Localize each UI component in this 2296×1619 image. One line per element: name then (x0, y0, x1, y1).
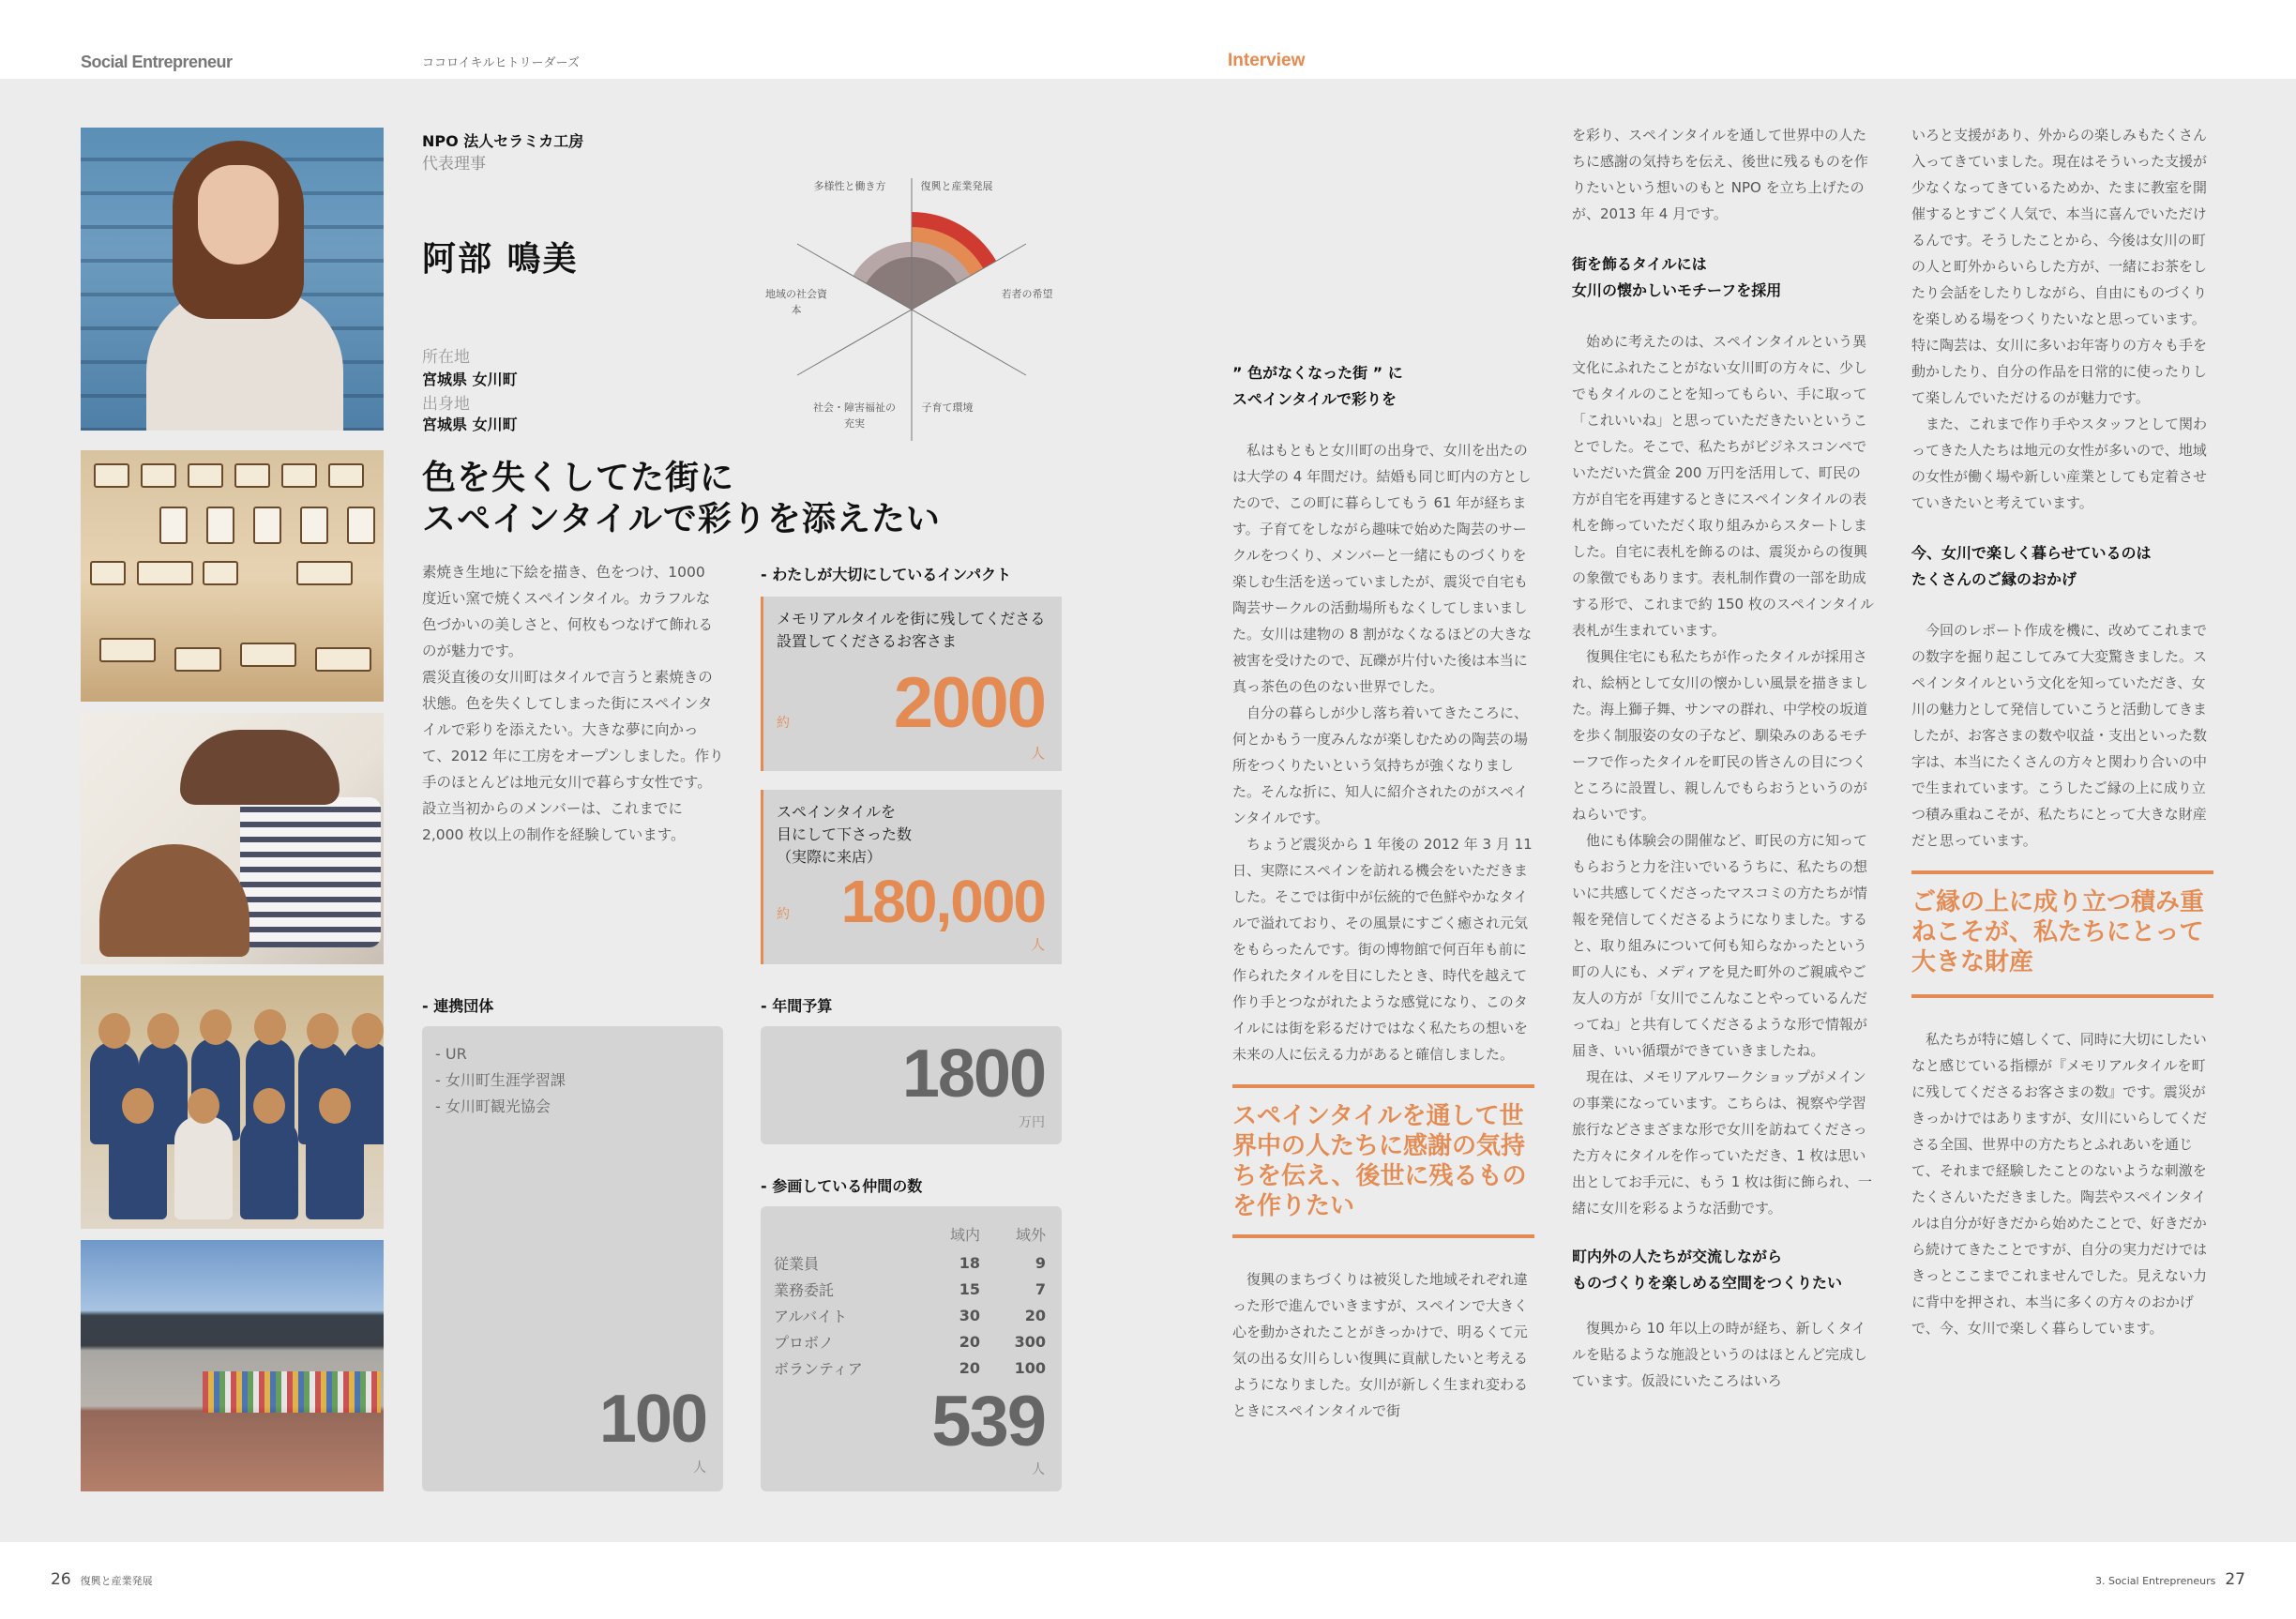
cell-inside: 18 (959, 1253, 980, 1272)
impact-section-title: - わたしが大切にしているインパクト (761, 566, 1012, 583)
page-header (0, 0, 2296, 79)
cell-inside: 30 (959, 1306, 980, 1324)
members-total: 539 (931, 1382, 1045, 1461)
cell-outside: 300 (1014, 1332, 1046, 1351)
cell-inside: 15 (959, 1279, 980, 1298)
pull-quote: スペインタイルを通して世界中の人たちに感謝の気持ちを伝え、後世に残るものを作りたい (1232, 1084, 1534, 1238)
partners-section-title: - 連携団体 (422, 997, 494, 1015)
body-paragraph: ちょうど震災から 1 年後の 2012 年 3 月 11 日、実際にスペインを訪れる機会をいただきました。そこでは街中が伝統的で色鮮やかなタイルで溢れており、その風景にすごく癒され元気をもらったんです。街の博物館で何百年も前に作られたタイルを目にしたとき、時代を越えて作り手とつながれたような感覚になり、このタイルには街を彩るだけではなく私たちの想いを未来の人に伝える力があると確信しました。 (1232, 836, 1533, 1063)
impact-desc-line: スペインタイルを (777, 803, 897, 821)
body-paragraph: 私はもともと女川町の出身で、女川を出たのは大学の 4 年間だけ。結婚も同じ町内の方としたので、この町に暮らしてもう 61 年が経ちます。子育てをしながら趣味で始めた陶芸のサークルをつくり、メンバーと一緒にものづくりを楽しむ生活を送っていましたが、震災で自宅も陶芸サークルの活動場所もなくしてしまいました。女川は建物の 8 割がなくなるほどの大きな被害を受けたので、瓦礫が片付いた後は本当に真っ茶色の色のない世界でした。 (1232, 442, 1533, 695)
body-paragraph: いろと支援があり、外からの楽しみもたくさん入ってきていました。現在はそういった支援が少なくなってきているためか、たまに教室を開催するとすごく人気で、本当に喜んでいただけるんです。そうしたことから、今後は女川の町の人と町外からいらした方が、一緒にお茶をしたり会話をしたりしながら、自由にものづくりを楽しめる場をつくりたいなと思っています。特に陶芸は、女川に多いお年寄りの方々も手を動かしたり、自分の作品を日常的に使ったりして楽しんでいただけるのが魅力です。 (1911, 127, 2208, 406)
body-paragraph: 自分の暮らしが少し落ち着いてきたころに、何とかもう一度みんなが楽しむための陶芸の場所をつくりたいという気持ちが強くなりました。そんな折に、知人に紹介されたのがスペインタイルです。 (1232, 704, 1529, 826)
partners-card (422, 1026, 723, 1491)
body-paragraph: 復興のまちづくりは被災した地域それぞれ違った形で進んでいきますが、スペインで大きく心を動かされたことがきっかけで、明るくて元気の出る女川らしい復興に貢献したいと考えるようになりました。女川が新しく生まれ変わるときにスペインタイルで街 (1232, 1271, 1529, 1419)
partners-unit: 人 (693, 1460, 706, 1475)
subheading-line: 街を飾るタイルには (1572, 255, 1707, 273)
birthplace-label: 出身地 (422, 395, 470, 414)
budget-unit: 万円 (1019, 1115, 1045, 1130)
subheading-line: たくさんのご縁のおかげ (1911, 570, 2077, 588)
row-label: ボランティア (774, 1359, 863, 1378)
footer-section-left: 復興と産業発展 (80, 1575, 153, 1587)
chart-label-youth: 若者の希望 (1001, 288, 1053, 300)
members-table (774, 1218, 1046, 1381)
partners-list (435, 1041, 566, 1120)
impact-card-memorial-tiles (761, 597, 1062, 771)
subheading (1232, 360, 1534, 413)
location-label: 所在地 (422, 348, 470, 367)
body-paragraph: 復興から 10 年以上の時が経ち、新しくタイルを貼るような施設というのはほとんど完成しています。仮設にいたころはいろ (1572, 1320, 1868, 1389)
subheading (1572, 251, 1874, 304)
cell-outside: 7 (1035, 1279, 1046, 1298)
impact-desc-line: （実際に来店） (777, 848, 883, 866)
chart-label-social-capital: 地域の社会資本 (765, 288, 827, 316)
chart-label-welfare: 社会・障害福祉の充実 (813, 401, 896, 430)
main-headline (422, 458, 941, 540)
birthplace-value: 宮城県 女川町 (422, 416, 518, 433)
table-row (774, 1328, 1046, 1354)
members-table-header (774, 1218, 1046, 1249)
role-title: 代表理事 (422, 155, 486, 174)
impact-approx: 約 (777, 716, 790, 731)
cell-outside: 100 (1014, 1358, 1046, 1377)
intro-text (422, 559, 724, 848)
series-title: ココロイキルヒトリーダーズ (422, 56, 580, 70)
headline-line-2: スペインタイルで彩りを添えたい (422, 500, 941, 538)
header-cell: 域内 (949, 1225, 980, 1244)
row-label: 業務委託 (774, 1280, 835, 1299)
body-paragraph: 復興住宅にも私たちが作ったタイルが採用され、絵柄として女川の懐かしい風景を描きました。海上獅子舞、サンマの群れ、中学校の坂道を歩く制服姿の女の子など、馴染みのあるモチーフで作ったタイルを町民の皆さんの目につくところに設置し、親しんでもらおうというのがねらいです。 (1572, 648, 1868, 823)
partner-item: - 女川町観光協会 (435, 1097, 551, 1115)
cell-outside: 20 (1024, 1306, 1046, 1324)
location-value: 宮城県 女川町 (422, 371, 518, 388)
members-card (761, 1206, 1062, 1491)
body-paragraph: を彩り、スペインタイルを通して世界中の人たちに感謝の気持ちを伝え、後世に残るものを作りたいという想いのもと NPO を立ち上げたのが、2013 年 4 月です。 (1572, 127, 1868, 222)
impact-unit: 人 (1030, 936, 1045, 953)
subheading-line: 今、女川で楽しく暮らせているのは (1911, 544, 2152, 562)
footer-section-right: 3. Social Entrepreneurs (2094, 1575, 2216, 1587)
partner-item: - 女川町生涯学習課 (435, 1071, 566, 1089)
subheading (1572, 1244, 1874, 1296)
table-row (774, 1249, 1046, 1276)
page-footer (0, 1542, 2296, 1619)
chart-label-recovery: 復興と産業発展 (920, 180, 993, 192)
subheading-line: スペインタイルで彩りを (1232, 390, 1397, 408)
interview-column-3 (1911, 122, 2213, 1341)
cell-inside: 20 (959, 1332, 980, 1351)
headline-line-1: 色を失くしてた街に (422, 459, 735, 497)
subheading-line: ” 色がなくなった街 ” に (1232, 364, 1403, 382)
chart-label-childcare: 子育て環境 (921, 401, 974, 414)
cell-inside: 20 (959, 1358, 980, 1377)
tile-wall-building-photo (81, 1240, 384, 1491)
section-label: Social Entrepreneur (81, 53, 233, 71)
interview-column-2 (1572, 122, 1874, 1394)
row-label: 従業員 (774, 1254, 820, 1273)
body-paragraph: 始めに考えたのは、スペインタイルという異文化にふれたことがない女川町の方々に、少しでもタイルのことを知ってもらい、手に取って「これいいね」と思っていただきたいということでした。そこで、私たちがビジネスコンペでいただいた賞金 200 万円を活用して、町民の方が自宅を再建するときにスペインタイルの表札を飾っていただく取り組みからスタートしました。自宅に表札を飾るのは、震災からの復興の象徴でもあります。表札制作費の一部を助成する形で、これまで約 150 枚のスペインタイル表札が生まれています。 (1572, 333, 1874, 639)
budget-section-title: - 年間予算 (761, 997, 833, 1015)
cell-outside: 9 (1035, 1253, 1046, 1272)
intro-paragraph: 素焼き生地に下絵を描き、色をつけ、1000 度近い窯で焼くスペインタイル。カラフルな色づかいの美しさと、何枚もつなげて飾れるのが魅力です。 (422, 564, 714, 659)
body-paragraph: 私たちが特に嬉しくて、同時に大切にしたいなと感じている指標が『メモリアルタイルを町に残してくださるお客さまの数』です。震災がきっかけではありますが、女川にいらしてくださる全国、世界中の方たちとふれあいを通じて、それまで経験したことのないような刺激をたくさんいただきました。陶芸やスペインタイルは自分が好きだから始めたことで、好きだから続けてきたことですが、自分の実力だけではきっとここまでこれませんでした。見えない力に背中を押され、本当に多くの方々のおかげで、今、女川で楽しく暮らしています。 (1911, 1031, 2208, 1337)
table-row (774, 1302, 1046, 1328)
tile-display-photo (81, 450, 384, 702)
impact-desc: メモリアルタイルを街に残してくださる設置してくださるお客さま (777, 610, 1046, 650)
person-name: 阿部 鳴美 (422, 240, 579, 279)
impact-radial-chart (765, 169, 1069, 450)
subheading-line: 町内外の人たちが交流しながら (1572, 1248, 1783, 1265)
header-cell: 域外 (1015, 1225, 1046, 1244)
partner-item: - UR (435, 1045, 467, 1063)
row-label: プロボノ (774, 1333, 835, 1352)
body-paragraph: 現在は、メモリアルワークショップがメインの事業になっています。こちらは、視察や学習旅行などさまざまな形で女川を訪ねてくださった方々にタイルを作っていただき、1 枚は思い出としてお手元に、もう 1 枚は街に飾られ、一緒に女川を彩るような活動です。 (1572, 1068, 1872, 1217)
budget-value: 1800 (901, 1036, 1045, 1112)
body-paragraph: 今回のレポート作成を機に、改めてこれまでの数字を掘り起こしてみて大変驚きました。スペインタイルという文化を知っていただき、女川の魅力として発信していこうと活動してきましたが、お客さまの数や収益・支出といった数字は、本当にたくさんの方々と関わり合いの中で生まれています。こうしたご縁の上に成り立つ積み重ねこそが、私たちにとって大きな財産だと思っています。 (1911, 622, 2208, 849)
workshop-photo (81, 713, 384, 964)
footer-right (2095, 1570, 2245, 1589)
chart-label-diversity: 多様性と働き方 (813, 180, 886, 192)
impact-value: 180,000 (840, 868, 1045, 935)
pull-quote: ご縁の上に成り立つ積み重ねこそが、私たちにとって大きな財産 (1911, 870, 2213, 998)
page-number-right: 27 (2225, 1570, 2245, 1589)
impact-unit: 人 (1030, 745, 1045, 762)
impact-value: 2000 (893, 663, 1045, 743)
intro-paragraph: 震災直後の女川町はタイルで言うと素焼きの状態。色を失くしてしまった街にスペインタイルで彩りを添えたい。大きな夢に向かって、2012 年に工房をオープンしました。作り手のほとんどは地元女川で暮らす女性です。設立当初からのメンバーは、これまでに 2,000 枚以上の制作を経験しています。 (422, 669, 724, 843)
impact-card-visitors (761, 790, 1062, 964)
staff-group-photo (81, 976, 384, 1229)
interview-label: Interview (1228, 51, 1306, 70)
interview-column-1 (1232, 360, 1534, 1424)
subheading-line: 女川の懐かしいモチーフを採用 (1572, 281, 1782, 299)
organization-name: NPO 法人セラミカ工房 (422, 132, 584, 150)
budget-card (761, 1026, 1062, 1144)
impact-desc (777, 801, 912, 869)
table-row (774, 1354, 1046, 1381)
portrait-photo (81, 128, 384, 431)
footer-left (51, 1570, 153, 1589)
subheading-line: ものづくりを楽しめる空間をつくりたい (1572, 1274, 1843, 1292)
impact-approx: 約 (777, 907, 790, 922)
partners-count: 100 (598, 1382, 706, 1457)
body-paragraph: 他にも体験会の開催など、町民の方に知ってもらおうと力を注いでいるうちに、私たちの想いに共感してくださったマスコミの方たちが情報を発信してくださるようになりました。すると、取り組みについて何も知らなかったという町の人にも、メディアを見た町外のご親戚やご友人の方が「女川でこんなことやっているんだってね」と共有してくださるような形で情報が届き、いい循環ができていきましたね。 (1572, 832, 1868, 1059)
impact-desc-line: 目にして下さった数 (777, 825, 913, 843)
body-paragraph: また、これまで作り手やスタッフとして関わってきた人たちは地元の女性が多いので、地域の女性が働く場や新しい産業としても定着させていきたいと考えています。 (1911, 416, 2208, 511)
row-label: アルバイト (774, 1307, 848, 1325)
subheading (1911, 540, 2213, 593)
page-number-left: 26 (51, 1570, 71, 1589)
members-section-title: - 参画している仲間の数 (761, 1177, 923, 1195)
members-unit: 人 (1032, 1462, 1045, 1477)
table-row (774, 1276, 1046, 1302)
